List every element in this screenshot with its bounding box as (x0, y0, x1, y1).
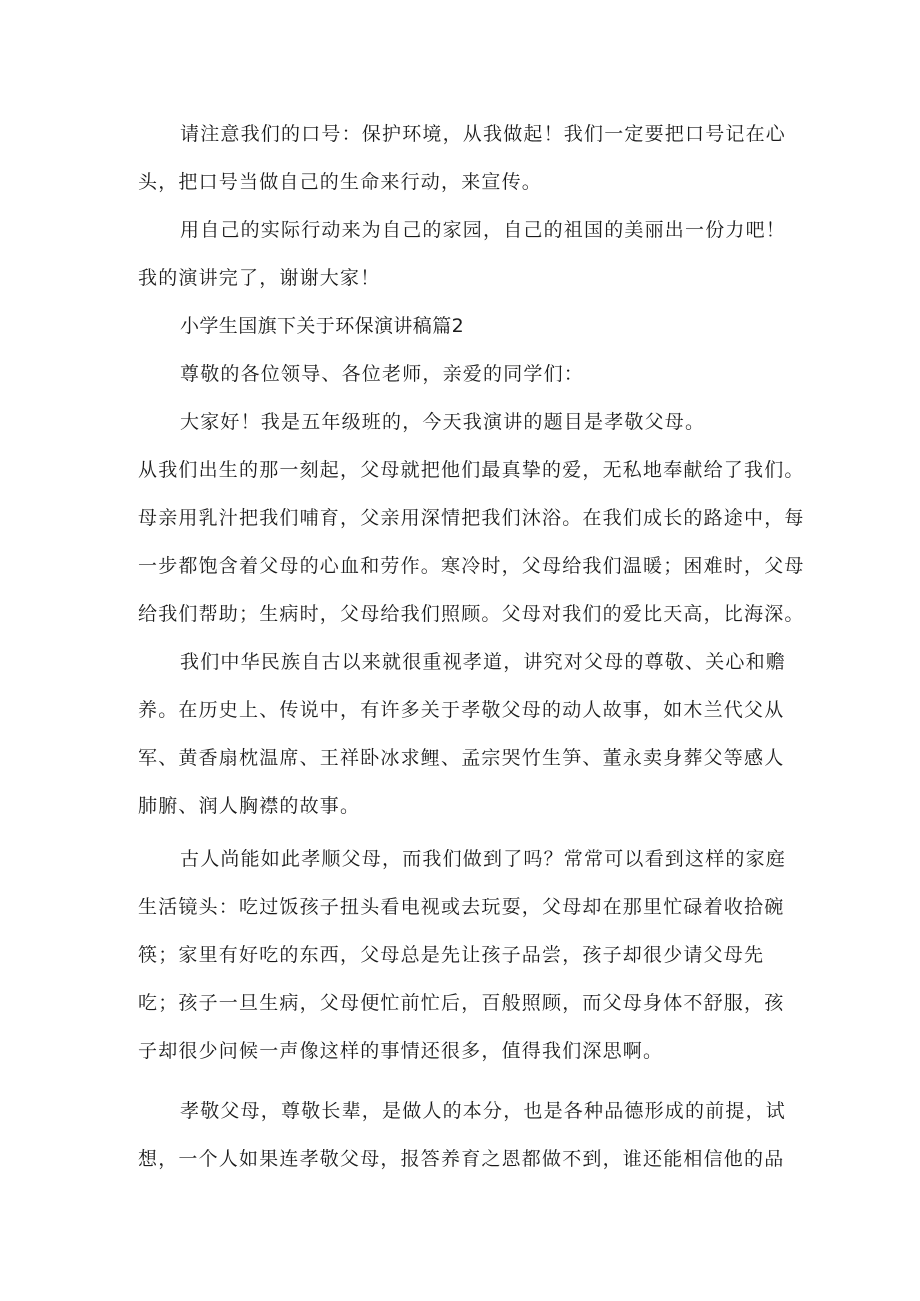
text-line: 吃；孩子一旦生病，父母便忙前忙后，百般照顾，而父母身体不舒服，孩 (138, 992, 785, 1014)
text-line: 从我们出生的那一刻起，父母就把他们最真挚的爱，无私地奉献给了我们。 (138, 459, 805, 481)
text-line: 一步都饱含着父母的心血和劳作。寒冷时，父母给我们温暖；困难时，父母 (138, 555, 805, 577)
text-line: 我们中华民族自古以来就很重视孝道，讲究对父母的尊敬、关心和赡 (180, 651, 787, 673)
text-line: 想，一个人如果连孝敬父母，报答养育之恩都做不到，谁还能相信他的品 (138, 1148, 785, 1170)
text-line: 生活镜头：吃过饭孩子扭头看电视或去玩耍，父母却在那里忙碌着收拾碗 (138, 896, 785, 918)
section-title: 小学生国旗下关于环保演讲稿篇2 (180, 315, 465, 337)
text-line: 请注意我们的口号：保护环境，从我做起！我们一定要把口号记在心 (180, 123, 787, 145)
text-line: 大家好！我是五年级班的，今天我演讲的题目是孝敬父母。 (180, 411, 706, 433)
text-line: 筷；家里有好吃的东西，父母总是先让孩子品尝，孩子却很少请父母先 (138, 944, 765, 966)
text-line: 孝敬父母，尊敬长辈，是做人的本分，也是各种品德形成的前提，试 (180, 1100, 787, 1122)
text-line: 尊敬的各位领导、各位老师，亲爱的同学们： (180, 363, 585, 385)
text-line: 古人尚能如此孝顺父母，而我们做到了吗？常常可以看到这样的家庭 (180, 848, 787, 870)
text-line: 给我们帮助；生病时，父母给我们照顾。父母对我们的爱比天高，比海深。 (138, 603, 805, 625)
text-line: 用自己的实际行动来为自己的家园，自己的祖国的美丽出一份力吧！ (180, 219, 787, 241)
text-line: 子却很少问候一声像这样的事情还很多，值得我们深思啊。 (138, 1040, 664, 1062)
text-line: 养。在历史上、传说中，有许多关于孝敬父母的动人故事，如木兰代父从 (138, 699, 785, 721)
text-line: 母亲用乳汁把我们哺育，父亲用深情把我们沐浴。在我们成长的路途中，每 (138, 507, 805, 529)
text-line: 肺腑、润人胸襟的故事。 (138, 795, 361, 817)
text-line: 我的演讲完了，谢谢大家！ (138, 267, 381, 289)
text-line: 军、黄香扇枕温席、王祥卧冰求鲤、孟宗哭竹生笋、董永卖身葬父等感人 (138, 747, 785, 769)
text-line: 头，把口号当做自己的生命来行动，来宣传。 (138, 171, 543, 193)
